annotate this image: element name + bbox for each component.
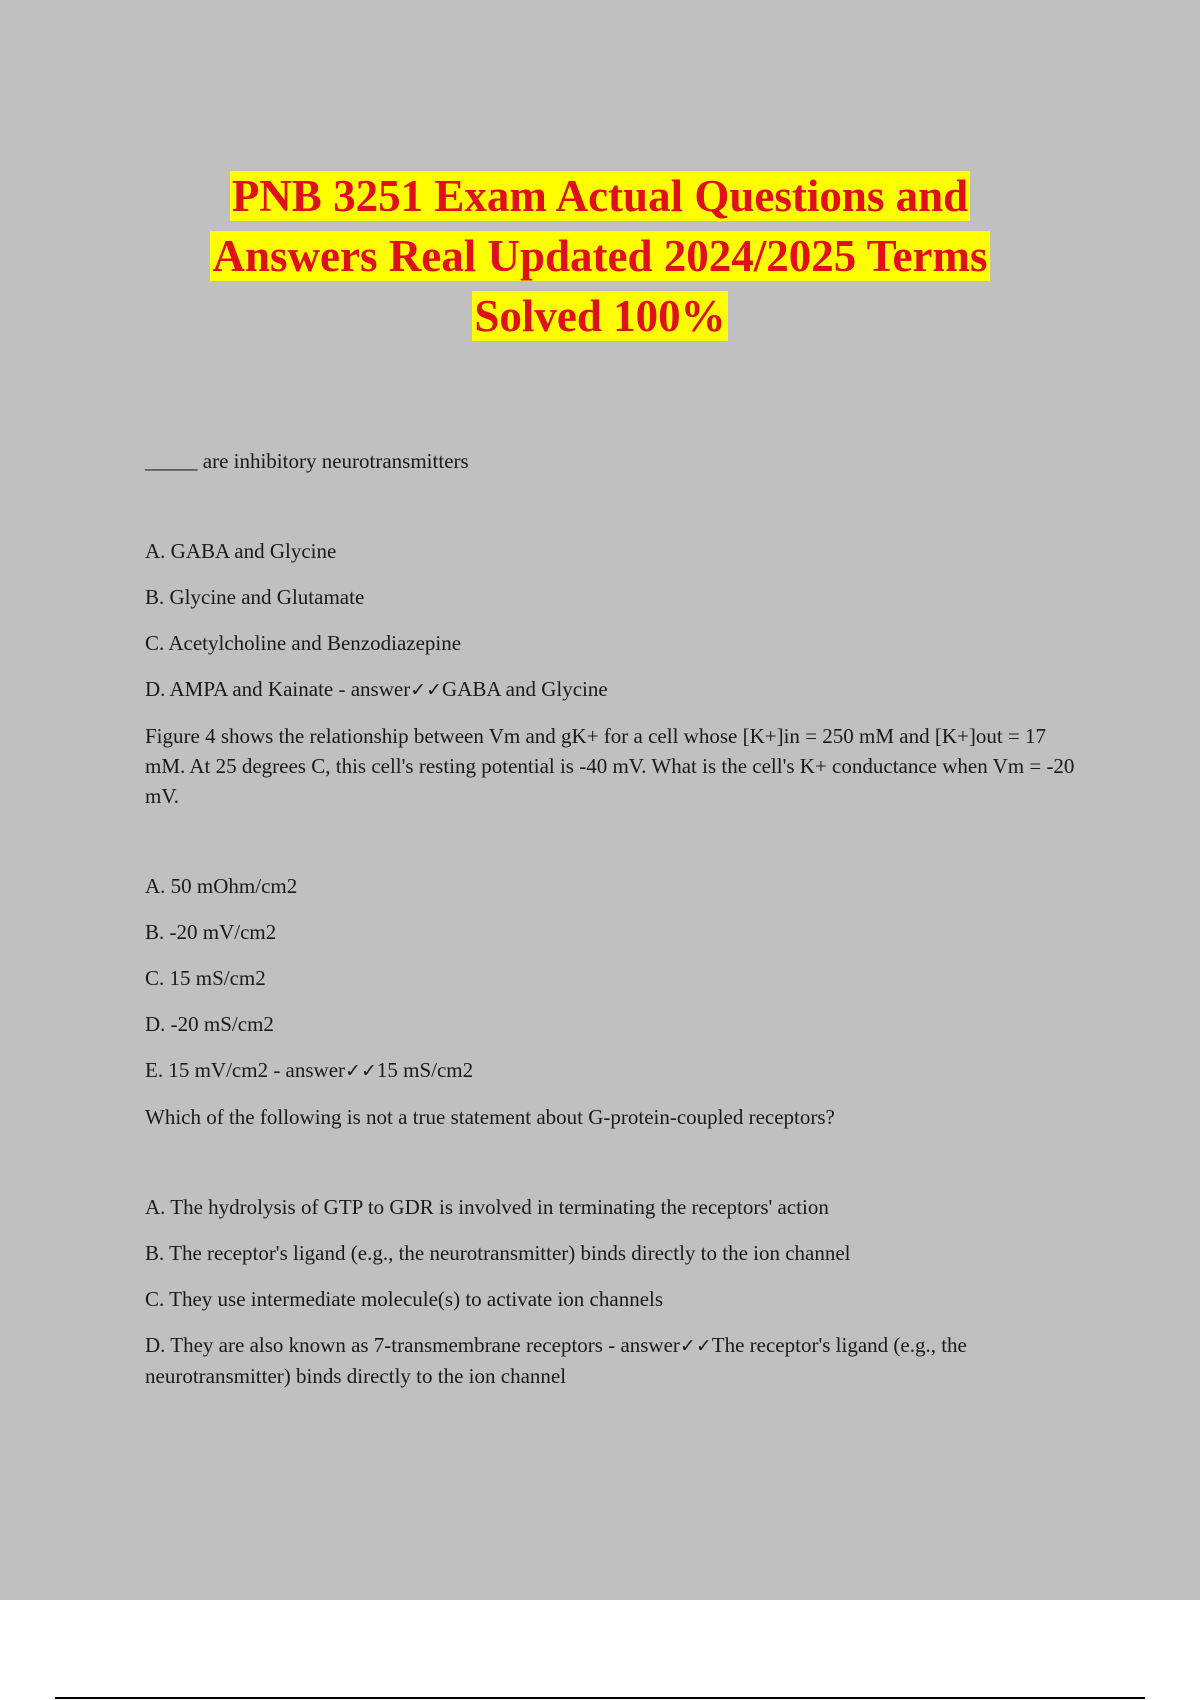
title-line-1: PNB 3251 Exam Actual Questions and bbox=[231, 171, 969, 221]
question-block bbox=[145, 446, 1075, 705]
answer-option: A. The hydrolysis of GTP to GDR is involved in terminating the receptors' action bbox=[145, 1195, 829, 1219]
answer-option: A. 50 mOhm/cm2 bbox=[145, 874, 298, 898]
answer-option: C. 15 mS/cm2 bbox=[145, 966, 266, 990]
answer-option: C. They use intermediate molecule(s) to activate ion channels bbox=[145, 1287, 664, 1311]
question-block bbox=[145, 721, 1075, 1086]
check-mark-icon: ✓✓ bbox=[410, 679, 443, 701]
answer-option: D. -20 mS/cm2 bbox=[145, 1012, 274, 1036]
page-bottom-divider bbox=[55, 1697, 1145, 1699]
answer-option: B. Glycine and Glutamate bbox=[145, 585, 365, 609]
correct-answer: The receptor's ligand (e.g., the neurotransmitter) binds directly to the ion channel bbox=[145, 1333, 967, 1388]
answer-option: B. -20 mV/cm2 bbox=[145, 920, 277, 944]
answer-option: C. Acetylcholine and Benzodiazepine bbox=[145, 631, 462, 655]
check-mark-icon: ✓✓ bbox=[679, 1335, 712, 1357]
answer-option-text: D. AMPA and Kainate - answer bbox=[145, 677, 411, 701]
correct-answer: 15 mS/cm2 bbox=[376, 1058, 474, 1082]
question-prompt: _____ are inhibitory neurotransmitters bbox=[145, 449, 469, 473]
answer-option-with-key bbox=[145, 674, 1075, 705]
answer-option-text: D. They are also known as 7-transmembrane receptors - answer bbox=[145, 1333, 680, 1357]
answer-option: A. GABA and Glycine bbox=[145, 539, 337, 563]
question-prompt: Figure 4 shows the relationship between Vm and gK+ for a cell whose [K+]in = 250 mM and [K+]out = 17 mM. At 25 degrees C, this cell's resting potential is -40 mV. What is the cell's K+ conductance when Vm = -20 mV. bbox=[145, 724, 1075, 808]
answer-option-with-key bbox=[145, 1330, 1075, 1391]
title-line-2: Answers Real Updated 2024/2025 Terms bbox=[212, 231, 988, 281]
check-mark-icon: ✓✓ bbox=[345, 1060, 377, 1082]
answer-option: B. The receptor's ligand (e.g., the neurotransmitter) binds directly to the ion channel bbox=[145, 1241, 851, 1265]
correct-answer: GABA and Glycine bbox=[442, 677, 608, 701]
question-block bbox=[145, 1102, 1075, 1391]
answer-option-text: E. 15 mV/cm2 - answer bbox=[145, 1058, 346, 1082]
question-prompt: Which of the following is not a true statement about G-protein-coupled receptors? bbox=[145, 1105, 835, 1129]
question-list bbox=[145, 446, 1075, 1391]
answer-option-with-key bbox=[145, 1055, 1075, 1086]
title-line-3: Solved 100% bbox=[474, 291, 726, 341]
document-title bbox=[0, 166, 1200, 346]
